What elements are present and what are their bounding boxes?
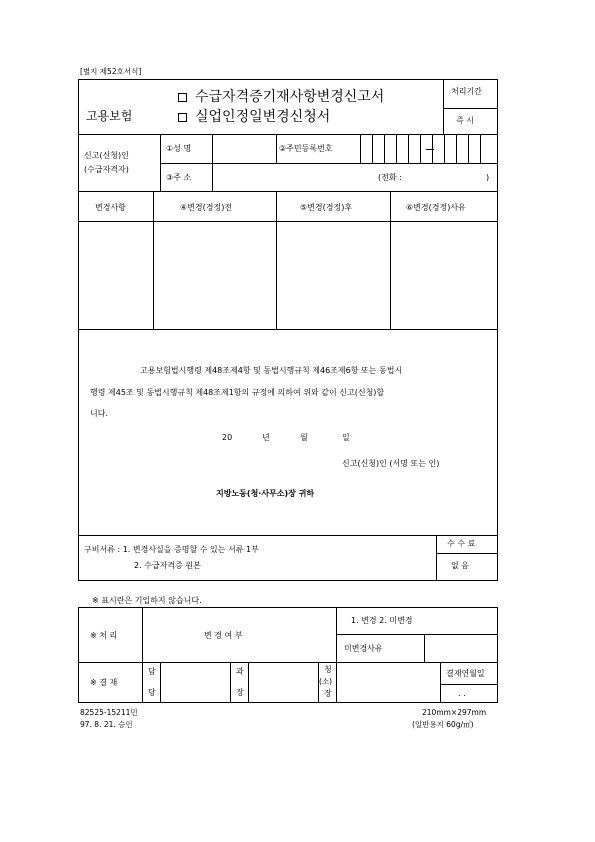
option-request[interactable]: 실업인정일변경신청서 [178, 110, 330, 124]
col-change-item: 변경사항 [95, 203, 126, 212]
approval-jang: 장 [236, 688, 244, 697]
phone-label: (전화 : [378, 173, 402, 182]
main-form [78, 79, 498, 581]
footer-paper: (일반용지 60g/㎡) [412, 720, 474, 729]
processing-value: 즉 시 [456, 116, 474, 125]
date-d: 일 [342, 433, 350, 442]
nonchange-reason: 미변경사유 [344, 644, 383, 653]
approval-jang2: 장 [324, 689, 332, 698]
col-reason: ⑥변경(경정)사유 [406, 203, 466, 212]
fee-label: 수 수 료 [447, 539, 476, 548]
fee-value: 없 음 [451, 561, 469, 570]
form-id: [별지 제52호서식] [80, 67, 142, 76]
col-after: ⑤변경(경정)후 [300, 203, 353, 212]
statement-line2: 행령 제45조 및 동법시행규칙 제48조제1항의 규정에 의하여 위와 같이 신고(신청)합 [90, 388, 385, 397]
option-report[interactable]: 수급자격증기재사항변경신고서 [178, 90, 384, 104]
date-y: 년 [262, 433, 270, 442]
approval-label: ※ 결 재 [90, 678, 118, 687]
statement-line3: 니다. [90, 409, 108, 418]
approval-cheong: 청 [324, 665, 332, 674]
process-label: ※ 처 리 [90, 631, 118, 640]
address-label: ③주 소 [166, 173, 192, 182]
applicant-sublabel: (수급자격자) [84, 165, 129, 174]
date-year: 20 [222, 433, 233, 442]
footer-size: 210mm×297mm [422, 708, 487, 717]
approval-gwa: 과 [236, 667, 244, 676]
footer-approved: 97. 8. 21. 승인 [80, 720, 133, 729]
approval-dang: 당 [148, 688, 156, 697]
checkbox-request[interactable] [178, 113, 187, 122]
change-options: 1. 변경 2. 미변경 [351, 616, 413, 625]
docs-item2: 2. 수급자격증 원본 [134, 561, 201, 570]
footer-code: 82525-15211민 [80, 708, 138, 717]
signer-label: 신고(신청)인 (서명 또는 인) [342, 459, 440, 468]
applicant-label: 신고(신청)인 [84, 151, 129, 160]
statement-line1: 고용보험법시행령 제48조제4항 및 동법시행규칙 제46조제6항 또는 동법시 [140, 366, 403, 375]
approval-so: (소) [319, 677, 333, 686]
addressee: 지방노동(청·사무소)장 귀하 [216, 489, 315, 498]
processing-label: 처리기간 [451, 87, 482, 96]
rrn-label: ②주민등록번호 [279, 144, 333, 153]
office-note: ※ 표시란은 기입하지 않습니다. [92, 596, 202, 605]
date-m: 월 [300, 433, 308, 442]
col-before: ④변경(경정)전 [180, 203, 233, 212]
phone-close: ) [486, 173, 490, 182]
office-box [78, 607, 498, 703]
checkbox-report[interactable] [178, 93, 187, 102]
docs-label: 구비서류 : 1. 변경사실을 증명할 수 있는 서류 1부 [84, 545, 259, 554]
name-label: ①성 명 [166, 144, 192, 153]
change-status-label: 변 경 여 부 [204, 631, 243, 640]
approval-dam: 담 [148, 667, 156, 676]
approval-date-label: 결재연월일 [446, 669, 485, 678]
approval-date-dots: . . [458, 689, 466, 698]
insurance-label: 고용보험 [86, 109, 133, 123]
